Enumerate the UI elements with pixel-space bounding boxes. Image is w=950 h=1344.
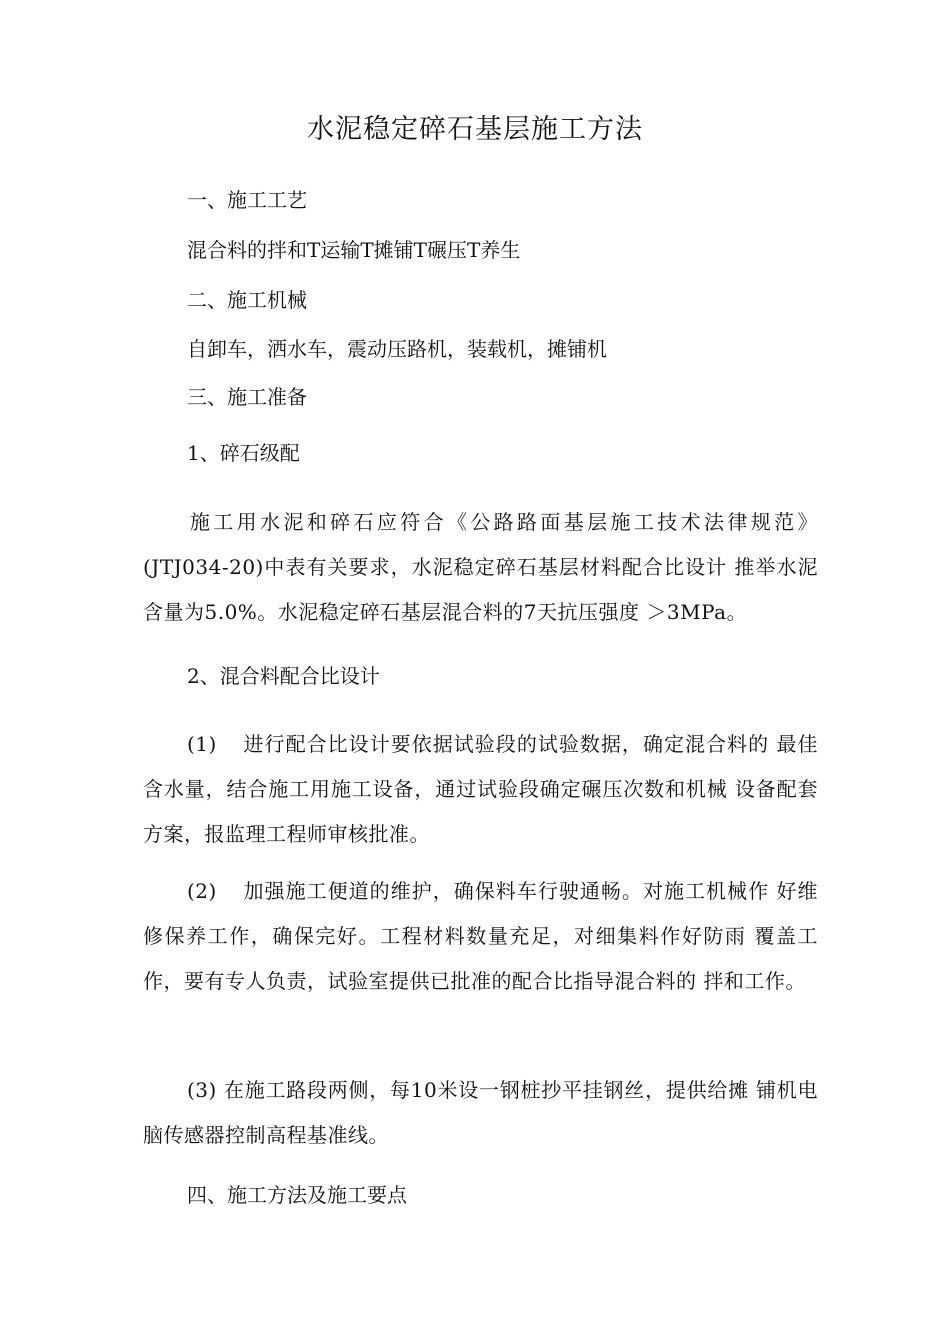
- process-flow-text: 混合料的拌和T运输T摊铺T碾压T养生: [187, 238, 521, 262]
- paragraph-aggregate-requirements: [143, 500, 818, 635]
- machinery-list-text: 自卸车，洒水车，震动压路机，装载机，摊铺机: [187, 337, 607, 361]
- paragraph-text: 施工用水泥和碎石应符合《公路路面基层施工技术法律规范》(JTJ034-20)中表有关要求，水泥稳定碎石基层材料配合比设计 推举水泥含量为5.0%。水泥稳定碎石基层混合料的7天抗压强度 ＞3MPa。: [143, 510, 818, 624]
- list-item-2: [143, 869, 818, 1004]
- list-item-3: [143, 1068, 818, 1158]
- section-heading-1: 一、施工工艺: [187, 188, 307, 212]
- subheading-aggregate-grading: 1、碎石级配: [187, 441, 300, 465]
- list-number: (2): [187, 879, 217, 903]
- list-number: (1): [187, 732, 217, 756]
- section-heading-3: 三、施工准备: [187, 385, 307, 409]
- list-item-text: 进行配合比设计要依据试验段的试验数据，确定混合料的 最佳含水量，结合施工用施工设备，通过试验段确定碾压次数和机械 设备配套方案，报监理工程师审核批准。: [143, 732, 818, 846]
- document-title: 水泥稳定碎石基层施工方法: [307, 114, 643, 145]
- section-heading-2: 二、施工机械: [187, 288, 307, 312]
- list-item-1: [143, 722, 818, 857]
- subheading-mix-design: 2、混合料配合比设计: [187, 664, 380, 688]
- section-heading-4: 四、施工方法及施工要点: [187, 1183, 407, 1207]
- list-item-text: 加强施工便道的维护，确保料车行驶通畅。对施工机械作 好维修保养工作，确保完好。工程材料数量充足，对细集料作好防雨 覆盖工作，要有专人负责，试验室提供已批准的配合比指导混合料的 拌和工作。: [143, 879, 818, 993]
- list-item-text: (3) 在施工路段两侧，每10米设一钢桩抄平挂钢丝，提供给摊 铺机电脑传感器控制高程基准线。: [143, 1078, 818, 1147]
